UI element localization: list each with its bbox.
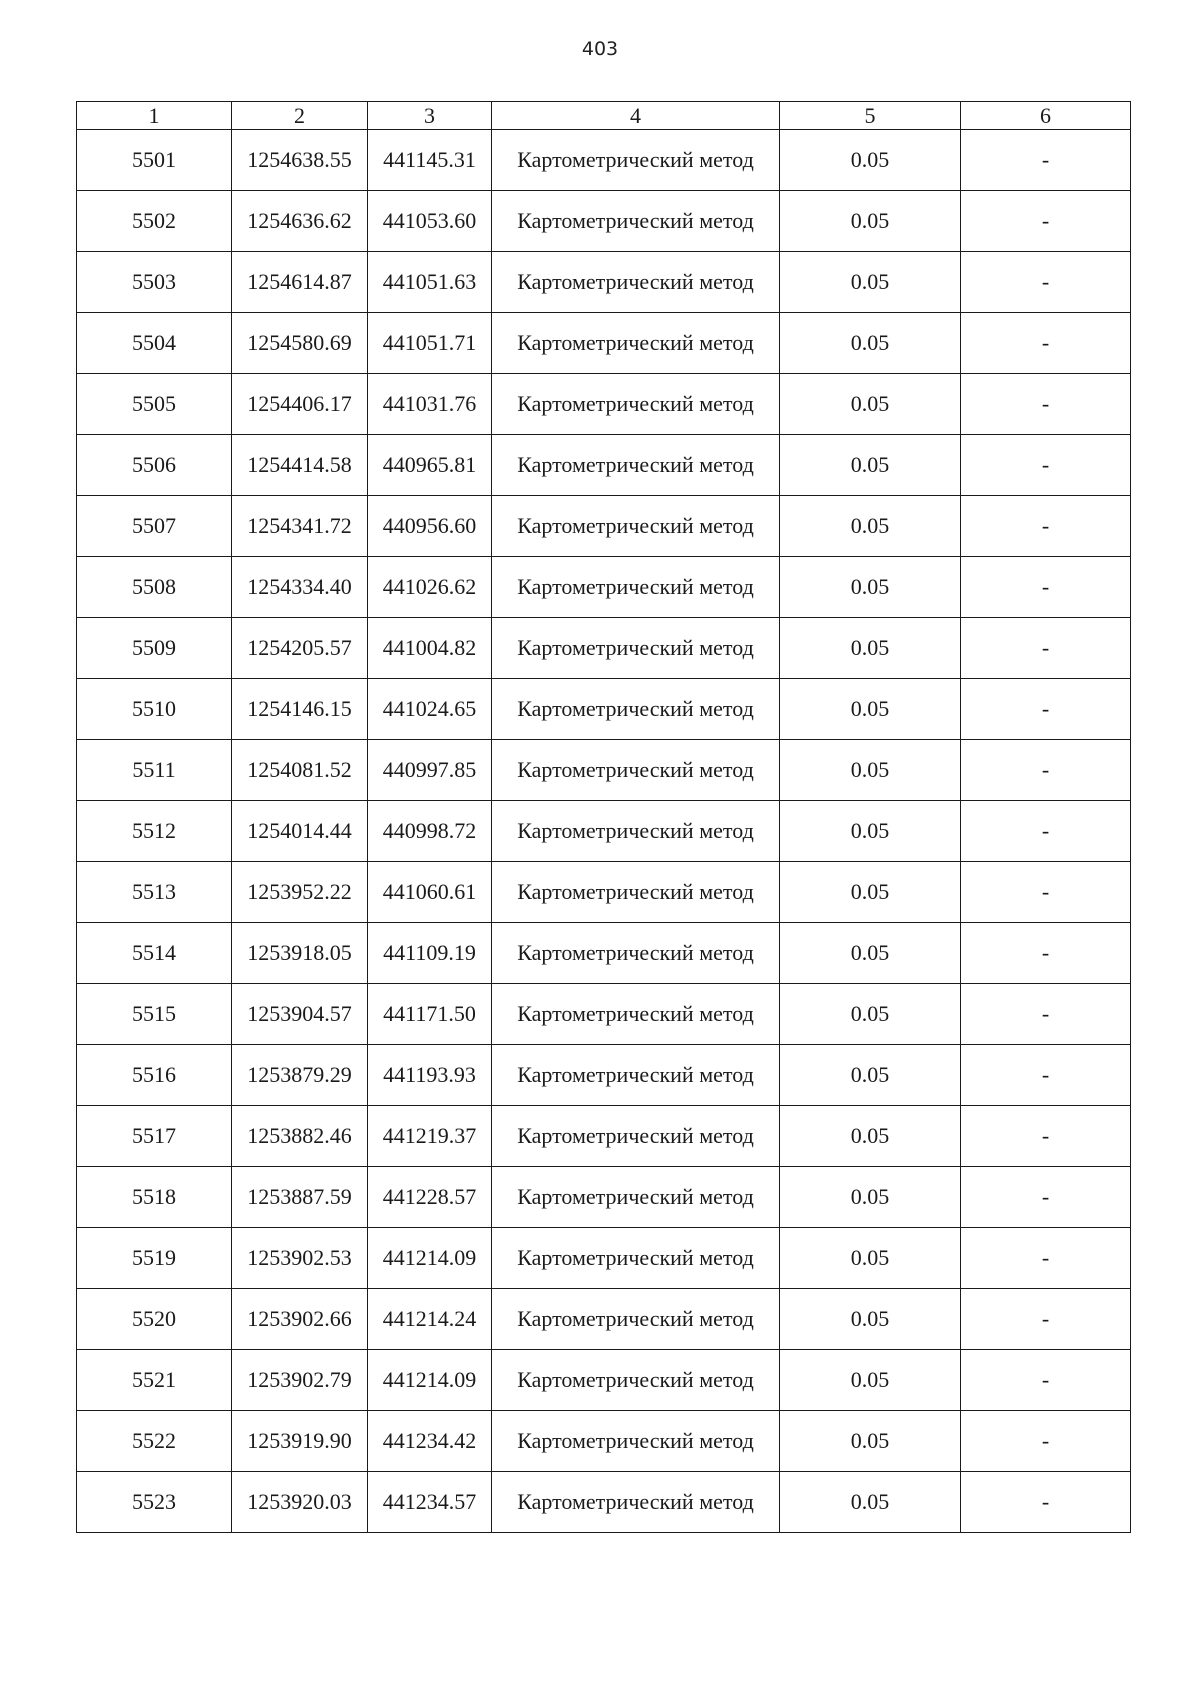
- y-coordinate-cell: 441214.09: [368, 1228, 492, 1289]
- x-coordinate-cell: 1254414.58: [232, 435, 368, 496]
- x-coordinate-cell: 1253902.79: [232, 1350, 368, 1411]
- note-cell: -: [961, 1472, 1131, 1533]
- point-number-cell: 5515: [77, 984, 232, 1045]
- note-cell: -: [961, 923, 1131, 984]
- x-coordinate-cell: 1254614.87: [232, 252, 368, 313]
- x-coordinate-cell: 1253887.59: [232, 1167, 368, 1228]
- point-number-cell: 5505: [77, 374, 232, 435]
- note-cell: -: [961, 1411, 1131, 1472]
- method-cell: Картометрический метод: [492, 1289, 780, 1350]
- method-cell: Картометрический метод: [492, 557, 780, 618]
- column-header-1: 1: [77, 102, 232, 130]
- x-coordinate-cell: 1254014.44: [232, 801, 368, 862]
- point-number-cell: 5512: [77, 801, 232, 862]
- method-cell: Картометрический метод: [492, 1045, 780, 1106]
- x-coordinate-cell: 1253902.66: [232, 1289, 368, 1350]
- table-row: [77, 496, 1131, 557]
- method-cell: Картометрический метод: [492, 496, 780, 557]
- x-coordinate-cell: 1253904.57: [232, 984, 368, 1045]
- note-cell: -: [961, 679, 1131, 740]
- y-coordinate-cell: 441228.57: [368, 1167, 492, 1228]
- coordinates-table: [76, 101, 1131, 1533]
- table-row: [77, 191, 1131, 252]
- table-row: [77, 1045, 1131, 1106]
- accuracy-cell: 0.05: [780, 557, 961, 618]
- y-coordinate-cell: 441214.24: [368, 1289, 492, 1350]
- accuracy-cell: 0.05: [780, 1472, 961, 1533]
- x-coordinate-cell: 1253882.46: [232, 1106, 368, 1167]
- table-row: [77, 1167, 1131, 1228]
- y-coordinate-cell: 441234.57: [368, 1472, 492, 1533]
- y-coordinate-cell: 441026.62: [368, 557, 492, 618]
- note-cell: -: [961, 435, 1131, 496]
- accuracy-cell: 0.05: [780, 252, 961, 313]
- x-coordinate-cell: 1253920.03: [232, 1472, 368, 1533]
- point-number-cell: 5522: [77, 1411, 232, 1472]
- table-row: [77, 557, 1131, 618]
- note-cell: -: [961, 1289, 1131, 1350]
- table-row: [77, 923, 1131, 984]
- note-cell: -: [961, 862, 1131, 923]
- point-number-cell: 5508: [77, 557, 232, 618]
- method-cell: Картометрический метод: [492, 1472, 780, 1533]
- accuracy-cell: 0.05: [780, 435, 961, 496]
- y-coordinate-cell: 441109.19: [368, 923, 492, 984]
- accuracy-cell: 0.05: [780, 1106, 961, 1167]
- method-cell: Картометрический метод: [492, 252, 780, 313]
- note-cell: -: [961, 1045, 1131, 1106]
- note-cell: -: [961, 130, 1131, 191]
- x-coordinate-cell: 1254580.69: [232, 313, 368, 374]
- point-number-cell: 5519: [77, 1228, 232, 1289]
- accuracy-cell: 0.05: [780, 130, 961, 191]
- method-cell: Картометрический метод: [492, 679, 780, 740]
- column-header-5: 5: [780, 102, 961, 130]
- x-coordinate-cell: 1254341.72: [232, 496, 368, 557]
- x-coordinate-cell: 1254334.40: [232, 557, 368, 618]
- method-cell: Картометрический метод: [492, 1411, 780, 1472]
- method-cell: Картометрический метод: [492, 618, 780, 679]
- x-coordinate-cell: 1254081.52: [232, 740, 368, 801]
- page-number: 403: [581, 38, 619, 60]
- table-row: [77, 130, 1131, 191]
- note-cell: -: [961, 1350, 1131, 1411]
- method-cell: Картометрический метод: [492, 1350, 780, 1411]
- point-number-cell: 5510: [77, 679, 232, 740]
- accuracy-cell: 0.05: [780, 862, 961, 923]
- point-number-cell: 5518: [77, 1167, 232, 1228]
- method-cell: Картометрический метод: [492, 923, 780, 984]
- point-number-cell: 5511: [77, 740, 232, 801]
- accuracy-cell: 0.05: [780, 679, 961, 740]
- y-coordinate-cell: 441171.50: [368, 984, 492, 1045]
- accuracy-cell: 0.05: [780, 1289, 961, 1350]
- accuracy-cell: 0.05: [780, 1350, 961, 1411]
- note-cell: -: [961, 740, 1131, 801]
- accuracy-cell: 0.05: [780, 1228, 961, 1289]
- table-row: [77, 1472, 1131, 1533]
- method-cell: Картометрический метод: [492, 1106, 780, 1167]
- column-header-3: 3: [368, 102, 492, 130]
- accuracy-cell: 0.05: [780, 801, 961, 862]
- point-number-cell: 5513: [77, 862, 232, 923]
- x-coordinate-cell: 1254205.57: [232, 618, 368, 679]
- table-row: [77, 313, 1131, 374]
- point-number-cell: 5504: [77, 313, 232, 374]
- y-coordinate-cell: 441145.31: [368, 130, 492, 191]
- method-cell: Картометрический метод: [492, 1167, 780, 1228]
- accuracy-cell: 0.05: [780, 923, 961, 984]
- column-header-4: 4: [492, 102, 780, 130]
- table-row: [77, 435, 1131, 496]
- point-number-cell: 5502: [77, 191, 232, 252]
- y-coordinate-cell: 441004.82: [368, 618, 492, 679]
- point-number-cell: 5514: [77, 923, 232, 984]
- note-cell: -: [961, 191, 1131, 252]
- accuracy-cell: 0.05: [780, 1045, 961, 1106]
- table-row: [77, 740, 1131, 801]
- table-row: [77, 1289, 1131, 1350]
- x-coordinate-cell: 1253952.22: [232, 862, 368, 923]
- note-cell: -: [961, 618, 1131, 679]
- note-cell: -: [961, 1228, 1131, 1289]
- method-cell: Картометрический метод: [492, 740, 780, 801]
- accuracy-cell: 0.05: [780, 313, 961, 374]
- table-body: [77, 130, 1131, 1533]
- table-row: [77, 801, 1131, 862]
- accuracy-cell: 0.05: [780, 374, 961, 435]
- note-cell: -: [961, 801, 1131, 862]
- y-coordinate-cell: 441219.37: [368, 1106, 492, 1167]
- y-coordinate-cell: 441193.93: [368, 1045, 492, 1106]
- table-row: [77, 252, 1131, 313]
- accuracy-cell: 0.05: [780, 1167, 961, 1228]
- point-number-cell: 5517: [77, 1106, 232, 1167]
- note-cell: -: [961, 1167, 1131, 1228]
- method-cell: Картометрический метод: [492, 313, 780, 374]
- y-coordinate-cell: 440997.85: [368, 740, 492, 801]
- point-number-cell: 5503: [77, 252, 232, 313]
- point-number-cell: 5506: [77, 435, 232, 496]
- header-row: [77, 102, 1131, 130]
- y-coordinate-cell: 441031.76: [368, 374, 492, 435]
- note-cell: -: [961, 313, 1131, 374]
- column-header-6: 6: [961, 102, 1131, 130]
- note-cell: -: [961, 374, 1131, 435]
- table-row: [77, 618, 1131, 679]
- accuracy-cell: 0.05: [780, 496, 961, 557]
- accuracy-cell: 0.05: [780, 191, 961, 252]
- accuracy-cell: 0.05: [780, 618, 961, 679]
- note-cell: -: [961, 557, 1131, 618]
- point-number-cell: 5501: [77, 130, 232, 191]
- table-row: [77, 1106, 1131, 1167]
- note-cell: -: [961, 984, 1131, 1045]
- table-row: [77, 374, 1131, 435]
- y-coordinate-cell: 440965.81: [368, 435, 492, 496]
- accuracy-cell: 0.05: [780, 984, 961, 1045]
- point-number-cell: 5516: [77, 1045, 232, 1106]
- method-cell: Картометрический метод: [492, 862, 780, 923]
- point-number-cell: 5507: [77, 496, 232, 557]
- y-coordinate-cell: 440998.72: [368, 801, 492, 862]
- x-coordinate-cell: 1253918.05: [232, 923, 368, 984]
- accuracy-cell: 0.05: [780, 740, 961, 801]
- x-coordinate-cell: 1253902.53: [232, 1228, 368, 1289]
- table-row: [77, 1411, 1131, 1472]
- method-cell: Картометрический метод: [492, 801, 780, 862]
- note-cell: -: [961, 1106, 1131, 1167]
- method-cell: Картометрический метод: [492, 191, 780, 252]
- note-cell: -: [961, 496, 1131, 557]
- table-row: [77, 1350, 1131, 1411]
- y-coordinate-cell: 441024.65: [368, 679, 492, 740]
- method-cell: Картометрический метод: [492, 984, 780, 1045]
- table-row: [77, 984, 1131, 1045]
- x-coordinate-cell: 1254638.55: [232, 130, 368, 191]
- x-coordinate-cell: 1254636.62: [232, 191, 368, 252]
- x-coordinate-cell: 1254146.15: [232, 679, 368, 740]
- table-row: [77, 862, 1131, 923]
- y-coordinate-cell: 441234.42: [368, 1411, 492, 1472]
- y-coordinate-cell: 441214.09: [368, 1350, 492, 1411]
- y-coordinate-cell: 441051.71: [368, 313, 492, 374]
- method-cell: Картометрический метод: [492, 374, 780, 435]
- point-number-cell: 5520: [77, 1289, 232, 1350]
- point-number-cell: 5521: [77, 1350, 232, 1411]
- y-coordinate-cell: 441053.60: [368, 191, 492, 252]
- table-row: [77, 679, 1131, 740]
- x-coordinate-cell: 1253879.29: [232, 1045, 368, 1106]
- point-number-cell: 5523: [77, 1472, 232, 1533]
- method-cell: Картометрический метод: [492, 1228, 780, 1289]
- method-cell: Картометрический метод: [492, 435, 780, 496]
- table-row: [77, 1228, 1131, 1289]
- point-number-cell: 5509: [77, 618, 232, 679]
- y-coordinate-cell: 440956.60: [368, 496, 492, 557]
- x-coordinate-cell: 1253919.90: [232, 1411, 368, 1472]
- method-cell: Картометрический метод: [492, 130, 780, 191]
- note-cell: -: [961, 252, 1131, 313]
- y-coordinate-cell: 441051.63: [368, 252, 492, 313]
- y-coordinate-cell: 441060.61: [368, 862, 492, 923]
- column-header-2: 2: [232, 102, 368, 130]
- accuracy-cell: 0.05: [780, 1411, 961, 1472]
- x-coordinate-cell: 1254406.17: [232, 374, 368, 435]
- table-header: [77, 102, 1131, 130]
